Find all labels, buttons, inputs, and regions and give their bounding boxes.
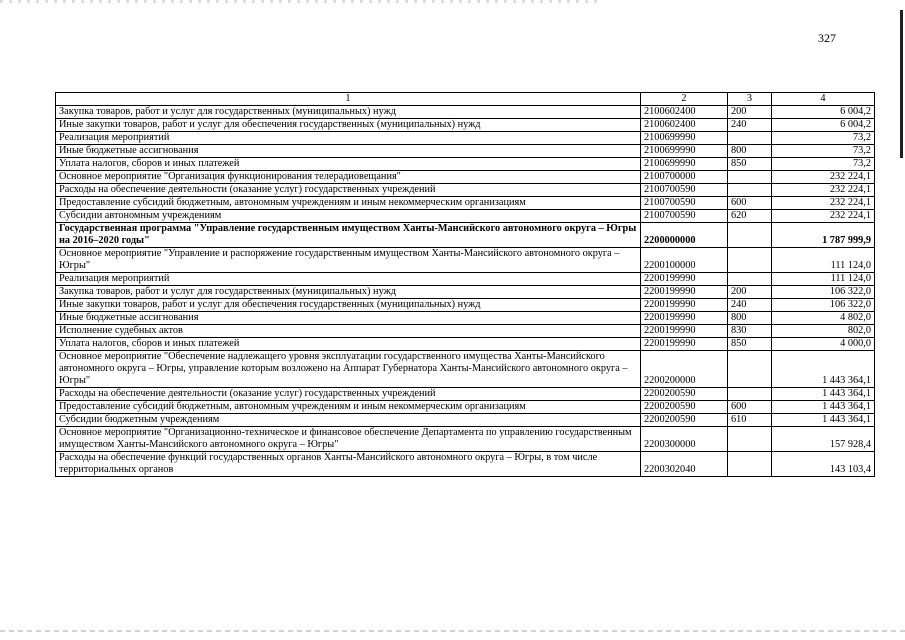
row-code-cell: 2100699990 [641, 145, 728, 158]
row-type-cell: 240 [728, 119, 772, 132]
row-code-cell: 2200200590 [641, 401, 728, 414]
column-number-row [56, 93, 875, 106]
row-code-cell: 2200199990 [641, 273, 728, 286]
row-sum-cell: 6 004,2 [772, 106, 875, 119]
row-name-cell: Уплата налогов, сборов и иных платежей [56, 338, 641, 351]
row-sum-cell: 232 224,1 [772, 210, 875, 223]
row-type-cell: 600 [728, 401, 772, 414]
row-name-cell: Субсидии бюджетным учреждениям [56, 414, 641, 427]
row-code-cell: 2200200000 [641, 351, 728, 388]
row-sum-cell: 4 802,0 [772, 312, 875, 325]
row-type-cell: 620 [728, 210, 772, 223]
row-name-cell: Основное мероприятие "Управление и распоряжение государственным имуществом Ханты-Мансийского автономного округа – Югры" [56, 248, 641, 273]
row-code-cell: 2100602400 [641, 106, 728, 119]
column-number-1: 1 [56, 93, 641, 106]
row-name-cell: Реализация мероприятий [56, 273, 641, 286]
row-type-cell [728, 132, 772, 145]
row-sum-cell: 111 124,0 [772, 248, 875, 273]
row-sum-cell: 143 103,4 [772, 452, 875, 477]
column-number-3: 3 [728, 93, 772, 106]
row-sum-cell: 232 224,1 [772, 184, 875, 197]
row-code-cell: 2200302040 [641, 452, 728, 477]
row-code-cell: 2200199990 [641, 325, 728, 338]
row-name-cell: Основное мероприятие "Организация функционирования телерадиовещания" [56, 171, 641, 184]
row-name-cell: Субсидии автономным учреждениям [56, 210, 641, 223]
row-sum-cell: 4 000,0 [772, 338, 875, 351]
row-sum-cell: 1 443 364,1 [772, 414, 875, 427]
table-row [56, 427, 875, 452]
table-row [56, 414, 875, 427]
row-sum-cell: 1 787 999,9 [772, 223, 875, 248]
table-row [56, 223, 875, 248]
scan-edge-mark [900, 10, 903, 158]
row-name-cell: Государственная программа "Управление государственным имуществом Ханты-Мансийского автономного округа – Югры на 2016–2020 годы" [56, 223, 641, 248]
table-row [56, 145, 875, 158]
row-sum-cell: 73,2 [772, 145, 875, 158]
row-name-cell: Расходы на обеспечение деятельности (оказание услуг) государственных учреждений [56, 184, 641, 197]
row-code-cell: 2200199990 [641, 299, 728, 312]
row-code-cell: 2100700000 [641, 171, 728, 184]
row-name-cell: Предоставление субсидий бюджетным, автономным учреждениям и иным некоммерческим организациям [56, 401, 641, 414]
row-type-cell [728, 248, 772, 273]
row-type-cell [728, 273, 772, 286]
row-sum-cell: 1 443 364,1 [772, 388, 875, 401]
row-name-cell: Закупка товаров, работ и услуг для государственных (муниципальных) нужд [56, 106, 641, 119]
row-sum-cell: 232 224,1 [772, 171, 875, 184]
budget-table [55, 92, 875, 477]
row-name-cell: Предоставление субсидий бюджетным, автономным учреждениям и иным некоммерческим организациям [56, 197, 641, 210]
row-sum-cell: 106 322,0 [772, 299, 875, 312]
table-row [56, 210, 875, 223]
scan-artifact-bottom [0, 630, 905, 632]
row-type-cell [728, 452, 772, 477]
page-number: 327 [818, 31, 836, 45]
table-row [56, 286, 875, 299]
table-row [56, 184, 875, 197]
row-code-cell: 2200300000 [641, 427, 728, 452]
row-code-cell: 2200000000 [641, 223, 728, 248]
row-code-cell: 2200200590 [641, 414, 728, 427]
table-row [56, 452, 875, 477]
row-code-cell: 2200199990 [641, 312, 728, 325]
row-sum-cell: 111 124,0 [772, 273, 875, 286]
row-type-cell: 240 [728, 299, 772, 312]
row-code-cell: 2100699990 [641, 158, 728, 171]
row-sum-cell: 232 224,1 [772, 197, 875, 210]
row-code-cell: 2100700590 [641, 184, 728, 197]
row-name-cell: Основное мероприятие "Обеспечение надлежащего уровня эксплуатации государственного имущества Ханты-Мансийского автономного округа – Югры, управление которым возложено на Аппарат Губернатора Ханты-Мансийского автономного округа – Югры" [56, 351, 641, 388]
row-sum-cell: 157 928,4 [772, 427, 875, 452]
budget-table-body [56, 93, 875, 477]
row-code-cell: 2100700590 [641, 210, 728, 223]
table-row [56, 351, 875, 388]
row-name-cell: Расходы на обеспечение деятельности (оказание услуг) государственных учреждений [56, 388, 641, 401]
table-row [56, 197, 875, 210]
table-row [56, 312, 875, 325]
row-type-cell: 850 [728, 338, 772, 351]
row-name-cell: Исполнение судебных актов [56, 325, 641, 338]
row-type-cell [728, 427, 772, 452]
column-number-4: 4 [772, 93, 875, 106]
table-row [56, 325, 875, 338]
row-name-cell: Иные бюджетные ассигнования [56, 145, 641, 158]
table-row [56, 171, 875, 184]
row-sum-cell: 6 004,2 [772, 119, 875, 132]
row-type-cell: 200 [728, 106, 772, 119]
row-type-cell: 610 [728, 414, 772, 427]
row-code-cell: 2200199990 [641, 338, 728, 351]
table-row [56, 106, 875, 119]
row-sum-cell: 73,2 [772, 158, 875, 171]
table-row [56, 273, 875, 286]
scan-artifact-top [0, 0, 600, 3]
table-row [56, 338, 875, 351]
table-row [56, 132, 875, 145]
row-name-cell: Уплата налогов, сборов и иных платежей [56, 158, 641, 171]
row-type-cell [728, 223, 772, 248]
table-row [56, 119, 875, 132]
row-sum-cell: 1 443 364,1 [772, 351, 875, 388]
row-type-cell: 200 [728, 286, 772, 299]
row-sum-cell: 1 443 364,1 [772, 401, 875, 414]
row-code-cell: 2100699990 [641, 132, 728, 145]
table-row [56, 299, 875, 312]
row-code-cell: 2200200590 [641, 388, 728, 401]
row-name-cell: Основное мероприятие "Организационно-техническое и финансовое обеспечение Департамента по управлению государственным имуществом Ханты-Мансийского автономного округа – Югры" [56, 427, 641, 452]
row-type-cell: 850 [728, 158, 772, 171]
column-number-2: 2 [641, 93, 728, 106]
row-name-cell: Иные закупки товаров, работ и услуг для обеспечения государственных (муниципальных) нужд [56, 119, 641, 132]
row-type-cell: 800 [728, 145, 772, 158]
row-sum-cell: 106 322,0 [772, 286, 875, 299]
row-name-cell: Реализация мероприятий [56, 132, 641, 145]
row-name-cell: Закупка товаров, работ и услуг для государственных (муниципальных) нужд [56, 286, 641, 299]
row-sum-cell: 802,0 [772, 325, 875, 338]
row-type-cell [728, 171, 772, 184]
row-type-cell [728, 184, 772, 197]
table-row [56, 158, 875, 171]
table-row [56, 248, 875, 273]
row-name-cell: Расходы на обеспечение функций государственных органов Ханты-Мансийского автономного округа – Югры, в том числе территориальных органов [56, 452, 641, 477]
row-code-cell: 2100700590 [641, 197, 728, 210]
table-row [56, 401, 875, 414]
row-code-cell: 2200100000 [641, 248, 728, 273]
row-type-cell: 600 [728, 197, 772, 210]
row-code-cell: 2100602400 [641, 119, 728, 132]
row-name-cell: Иные закупки товаров, работ и услуг для обеспечения государственных (муниципальных) нужд [56, 299, 641, 312]
table-row [56, 388, 875, 401]
row-name-cell: Иные бюджетные ассигнования [56, 312, 641, 325]
row-code-cell: 2200199990 [641, 286, 728, 299]
row-sum-cell: 73,2 [772, 132, 875, 145]
row-type-cell: 800 [728, 312, 772, 325]
row-type-cell: 830 [728, 325, 772, 338]
row-type-cell [728, 388, 772, 401]
row-type-cell [728, 351, 772, 388]
